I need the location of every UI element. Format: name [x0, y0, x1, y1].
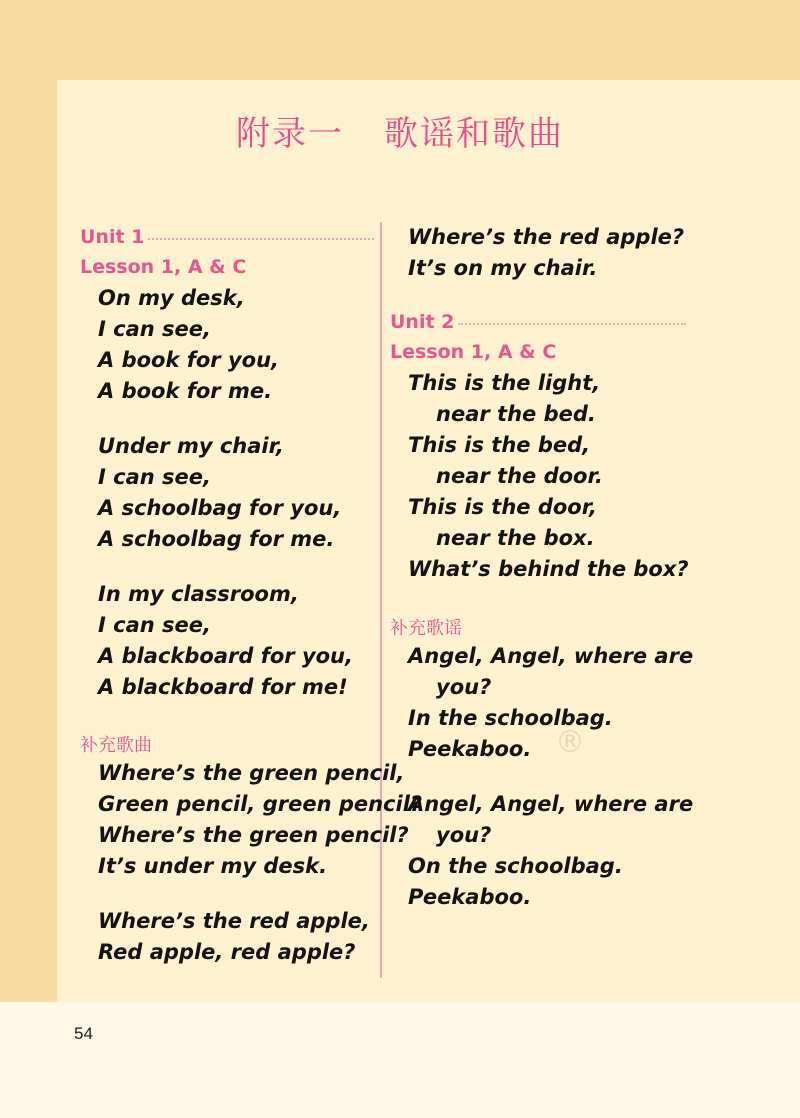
line: A blackboard for you, [98, 644, 353, 668]
supplementary-rhyme-label: 补充歌谣 [390, 618, 462, 639]
line: In my classroom, [98, 582, 299, 606]
line: On my desk, [98, 286, 245, 310]
rhyme-block-1 [98, 283, 353, 703]
line: Where’s the green pencil? [98, 823, 409, 847]
song-continued [408, 222, 684, 284]
line: Under my chair, [98, 434, 284, 458]
line: It’s under my desk. [98, 854, 328, 878]
line: It’s on my chair. [408, 256, 598, 280]
unit-1-label: Unit 1 [80, 226, 145, 248]
line: A schoolbag for me. [98, 527, 335, 551]
line: In the schoolbag. [408, 706, 613, 730]
rhyme-block-2 [408, 368, 689, 585]
bottom-margin [0, 1002, 800, 1118]
line: Peekaboo. [408, 885, 532, 909]
line: Where’s the green pencil, [98, 761, 405, 785]
line: Where’s the red apple, [98, 909, 370, 933]
title-subject: 歌谣和歌曲 [384, 114, 564, 154]
line: Red apple, red apple? [98, 940, 356, 964]
line: On the schoolbag. [408, 854, 623, 878]
rhyme-block-3 [408, 641, 693, 913]
line: Angel, Angel, where are [408, 644, 694, 668]
line: you? [436, 823, 492, 847]
line: you? [436, 675, 492, 699]
page-number: 54 [74, 1024, 93, 1043]
line: I can see, [98, 613, 211, 637]
line: Where’s the red apple? [408, 225, 685, 249]
lesson-heading-left: Lesson 1, A & C [80, 256, 247, 278]
dotted-rule [148, 238, 374, 240]
page-title [0, 106, 800, 155]
line: near the box. [436, 526, 595, 550]
line: A schoolbag for you, [98, 496, 342, 520]
unit-1-heading [80, 222, 374, 252]
song-block [98, 758, 422, 968]
line: I can see, [98, 317, 211, 341]
supplementary-song-label: 补充歌曲 [80, 735, 152, 756]
line: This is the door, [408, 495, 597, 519]
line: Peekaboo. [408, 737, 532, 761]
line: Green pencil, green pencil? [98, 792, 423, 816]
line: A book for you, [98, 348, 280, 372]
line: I can see, [98, 465, 211, 489]
line: near the door. [436, 464, 603, 488]
title-appendix: 附录一 [236, 114, 344, 154]
line: Angel, Angel, where are [408, 792, 694, 816]
registered-watermark: ® [555, 725, 585, 760]
unit-2-label: Unit 2 [390, 311, 455, 333]
dotted-rule [458, 323, 686, 325]
lesson-heading-right: Lesson 1, A & C [390, 341, 557, 363]
line: This is the light, [408, 371, 601, 395]
line: A book for me. [98, 379, 273, 403]
unit-2-heading [390, 307, 686, 337]
line: A blackboard for me! [98, 675, 348, 699]
line: near the bed. [436, 402, 596, 426]
line: This is the bed, [408, 433, 591, 457]
line: What’s behind the box? [408, 557, 689, 581]
